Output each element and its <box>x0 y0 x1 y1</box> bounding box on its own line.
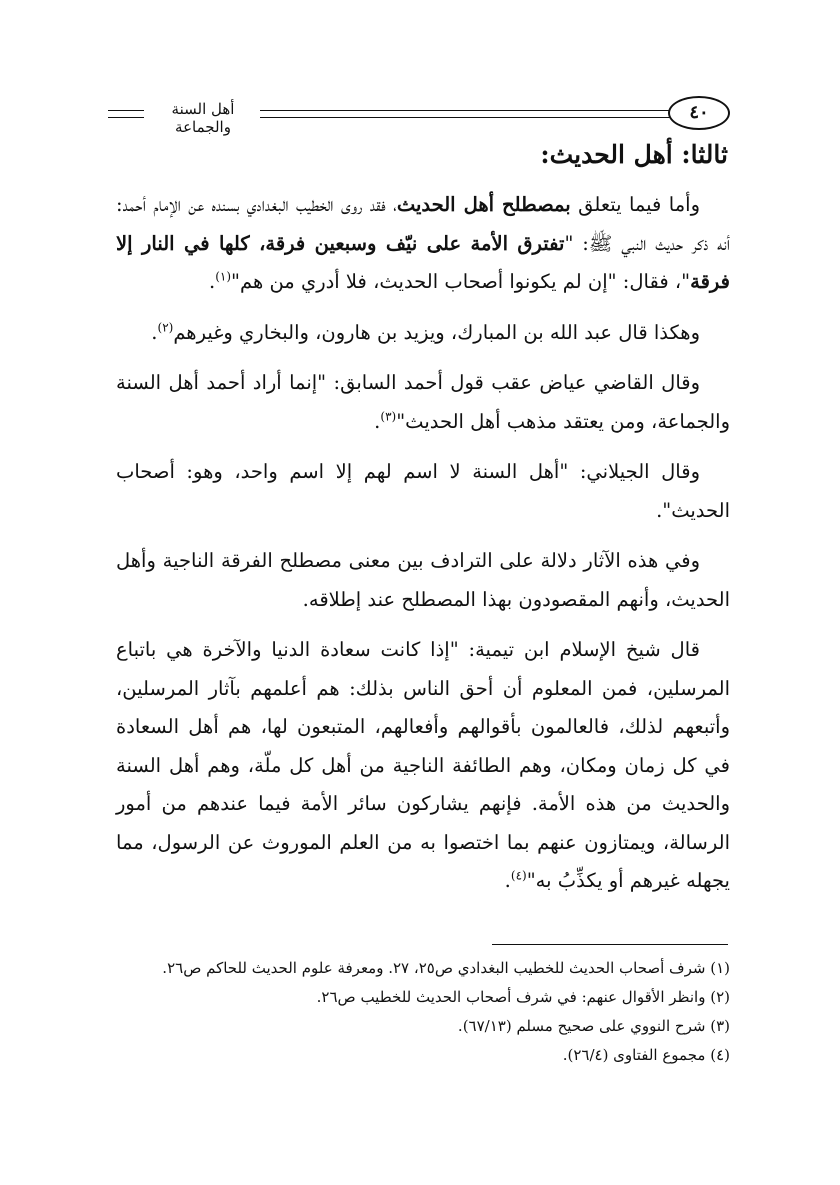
footnote-reference[interactable]: (١) <box>215 269 232 284</box>
running-title: أهل السنة والجماعة <box>171 100 235 136</box>
body-text <box>116 186 730 913</box>
text-run: . <box>151 320 158 344</box>
text-run: وفي هذه الآثار دلالة على الترادف بين معنى مصطلح الفرقة الناجية وأهل الحديث، وأنهم المقصودون بهذا المصطلح عند إطلاقه. <box>116 549 730 611</box>
page-number: ٤٠ <box>668 96 730 130</box>
hadith-quote: تفترق الأمة على نيّف وسبعين فرقة، كلها في النار إلا فرقة <box>116 231 730 293</box>
text-run: وقال الجيلاني: "أهل السنة لا اسم لهم إلا اسم واحد، وهو: أصحاب الحديث". <box>116 460 730 522</box>
header-rule-short <box>108 110 144 118</box>
footnotes <box>110 954 730 1070</box>
footnote-reference[interactable]: (٣) <box>380 409 397 423</box>
text-run: . <box>504 869 511 892</box>
footnote-reference[interactable]: (٢) <box>157 320 174 334</box>
header-rule <box>260 110 670 118</box>
text-run: وأما فيما يتعلق <box>570 193 700 216</box>
footnote: (٣) شرح النووي على صحيح مسلم (٦٧/١٣). <box>457 1017 730 1035</box>
text-run: ، فقد روى الخطيب البغدادي بسنده عن الإمام أحمد: أنه ذكر حديث النبي ﷺ: " <box>116 193 730 255</box>
text-run: قال شيخ الإسلام ابن تيمية: "إذا كانت سعادة الدنيا والآخرة هي باتباع المرسلين، فمن المعلوم أن أحق الناس بذلك: هم أعلمهم بآثار المرسلين، وأتبعهم لذلك، فالعالمون بأقوالهم وأفعالهم، المتبعون لها، هم أهل السعادة في كل زمان ومكان، وهم الطائفة الناجية من أهل كل ملّة، وهم أهل السنة والحديث من هذه الأمة. فإنهم يشاركون سائر الأمة فيما عندهم من أمور الرسالة، ويمتازون عنهم بما اختصوا به من العلم الموروث عن الرسول، مما يجهله غيرهم أو يكذِّبُ به" <box>116 638 730 892</box>
paragraph <box>116 453 730 530</box>
paragraph <box>116 314 730 353</box>
footnote: (١) شرف أصحاب الحديث للخطيب البغدادي ص٢٥، ٢٧. ومعرفة علوم الحديث للحاكم ص٢٦. <box>162 959 730 977</box>
paragraph <box>116 542 730 619</box>
bold-term: بمصطلح أهل الحديث <box>396 193 571 216</box>
footnote: (٤) مجموع الفتاوى (٢٦/٤). <box>562 1046 730 1064</box>
page-header <box>108 96 730 136</box>
text-run: . <box>209 270 216 293</box>
paragraph <box>116 631 730 901</box>
text-run: وقال القاضي عياض عقب قول أحمد السابق: "إنما أراد أحمد أهل السنة والجماعة، ومن يعتقد مذهب أهل الحديث" <box>116 371 730 433</box>
paragraph <box>116 186 730 302</box>
paragraph <box>116 364 730 441</box>
footnote-reference[interactable]: (٤) <box>510 868 527 883</box>
footnote-separator <box>492 944 728 945</box>
section-heading: ثالثا: أهل الحديث: <box>540 140 728 169</box>
footnote: (٢) وانظر الأقوال عنهم: في شرف أصحاب الحديث للخطيب ص٢٦. <box>316 988 730 1006</box>
text-run: . <box>374 409 381 433</box>
text-run: "، فقال: "إن لم يكونوا أصحاب الحديث، فلا أدري من هم" <box>231 270 691 293</box>
text-run: وهكذا قال عبد الله بن المبارك، ويزيد بن هارون، والبخاري وغيرهم <box>173 320 700 344</box>
